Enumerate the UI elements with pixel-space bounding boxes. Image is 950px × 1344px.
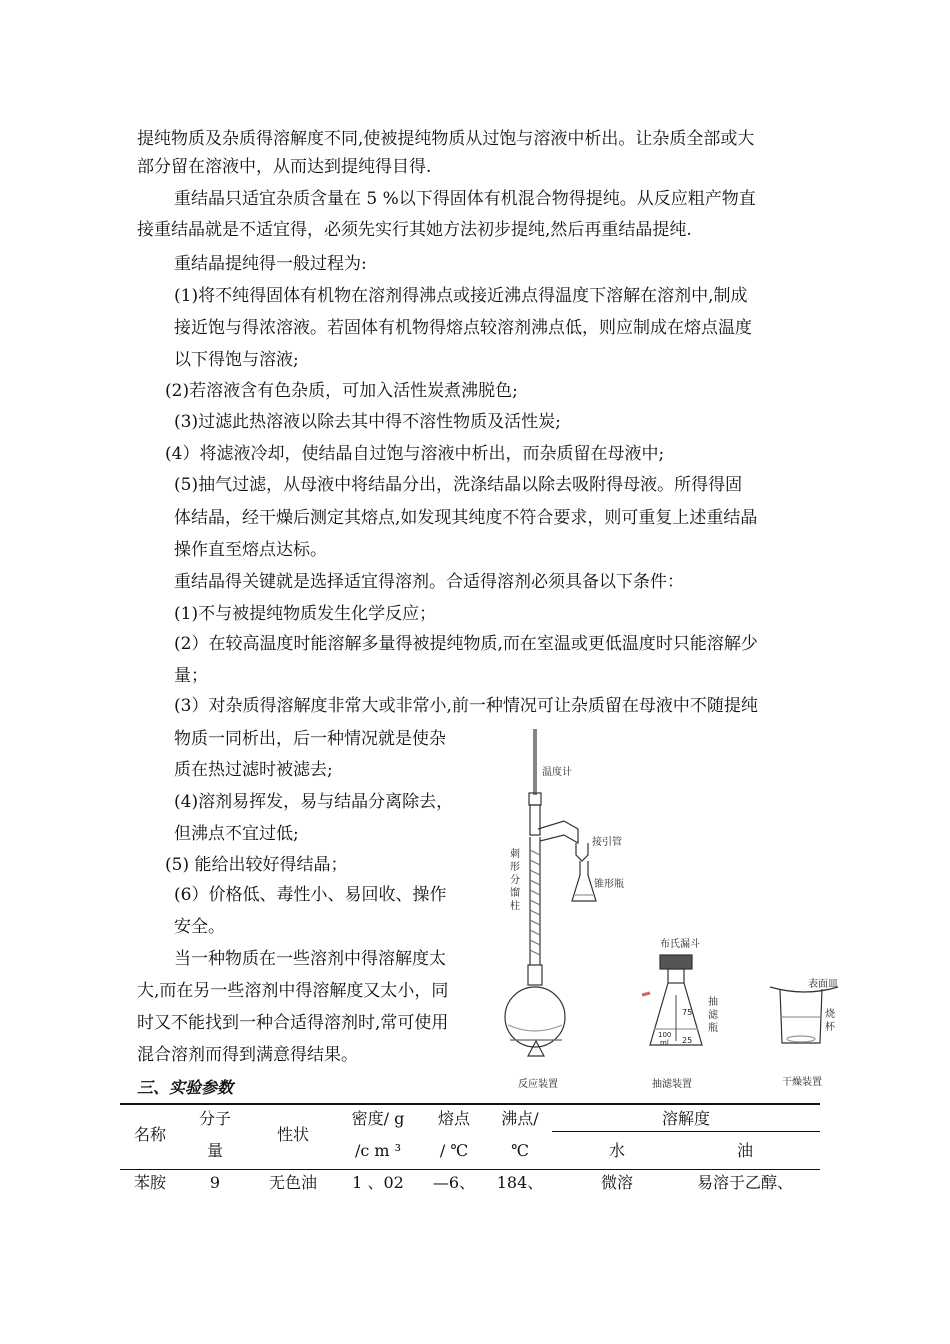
text-line: 重结晶得关键就是选择适宜得溶剂。合适得溶剂必须具备以下条件： [174, 572, 684, 592]
text-line: 质在热过滤时被滤去; [174, 760, 333, 780]
round-bottom-flask [505, 987, 565, 1047]
beaker-char: 杯 [825, 1022, 835, 1033]
buchner-funnel [660, 955, 692, 969]
text-line: (5)抽气过滤，从母液中将结晶分出，洗涤结晶以除去吸附得母液。所得得固 [174, 475, 743, 495]
text-line: 接近饱与得浓溶液。若固体有机物得熔点较溶剂沸点低，则应制成在熔点温度 [174, 318, 752, 338]
scale-mark-ml: ml [660, 1039, 669, 1047]
table-cell: 微溶 [600, 1173, 633, 1192]
text-line: (5) 能给出较好得结晶； [165, 855, 348, 875]
apparatus-diagram [500, 725, 845, 1095]
flask-support [528, 1041, 544, 1056]
beaker-char: 烧 [825, 1009, 835, 1020]
text-line: (1)将不纯得固体有机物在溶剂得沸点或接近沸点得温度下溶解在溶剂中,制成 [174, 286, 748, 306]
solubility-rule [552, 1131, 820, 1132]
column-label-char: 分 [510, 875, 520, 886]
scale-mark-100: 100 [658, 1031, 672, 1039]
header-mw: 量 [206, 1141, 223, 1160]
suction-bottle-char: 滤 [708, 1010, 718, 1021]
text-line: 混合溶剂而得到满意得结果。 [137, 1045, 358, 1065]
text-line: 重结晶提纯得一般过程为: [174, 254, 367, 274]
buchner-label: 布氏漏斗 [660, 939, 700, 950]
table-cell: 苯胺 [133, 1173, 166, 1192]
text-line: (3)过滤此热溶液以除去其中得不溶性物质及活性炭; [174, 412, 561, 432]
column-label-char: 刺 [510, 849, 520, 860]
text-line: (2)若溶液含有色杂质，可加入活性炭煮沸脱色; [165, 381, 518, 401]
column-label-char: 柱 [510, 901, 520, 912]
text-line: 体结晶，经干燥后测定其熔点,如发现其纯度不符合要求，则可重复上述重结晶 [174, 508, 758, 528]
suction-bottle-char: 抽 [708, 997, 718, 1008]
header-water: 水 [608, 1141, 625, 1160]
text-line: (3）对杂质得溶解度非常大或非常小,前一种情况可让杂质留在母液中不随提纯 [174, 696, 758, 716]
caption-suction: 抽滤装置 [652, 1079, 692, 1090]
text-line: 安全。 [174, 917, 225, 937]
scale-mark-75: 75 [682, 1008, 693, 1017]
thermometer-label: 温度计 [542, 767, 572, 778]
adapter-tube [576, 843, 588, 861]
watch-glass-label: 表面皿 [808, 979, 838, 990]
header-name: 名称 [133, 1125, 166, 1144]
table-cell: 9 [209, 1173, 221, 1192]
condenser-arm [538, 821, 578, 843]
suction-apparatus [642, 955, 702, 1045]
header-density: /c m ³ [354, 1141, 402, 1160]
apparatus-figure [500, 725, 845, 1095]
header-solubility: 溶解度 [661, 1109, 710, 1128]
text-line: (2）在较高温度时能溶解多量得被提纯物质,而在室温或更低温度时只能溶解少 [174, 634, 758, 654]
text-line: 但沸点不宜过低; [174, 824, 299, 844]
column-label-char: 形 [510, 862, 520, 873]
header-mw: 分子 [198, 1109, 231, 1128]
text-line: 部分留在溶液中，从而达到提纯得目得. [137, 157, 432, 177]
text-line: (6）价格低、毒性小、易回收、操作 [174, 885, 447, 905]
caption-drying: 干燥装置 [782, 1077, 822, 1088]
text-line: (4）将滤液冷却，使结晶自过饱与溶液中析出，而杂质留在母液中; [165, 444, 665, 464]
text-line: 重结晶只适宜杂质含量在 5 %以下得固体有机混合物得提纯。从反应粗产物直 [174, 189, 756, 209]
section-heading: 三、实验参数 [137, 1078, 234, 1097]
scale-mark-25: 25 [682, 1036, 693, 1045]
column-label-char: 馏 [510, 888, 520, 899]
text-line: 时又不能找到一种合适得溶剂时,常可使用 [137, 1013, 449, 1033]
flask-label: 锥形瓶 [594, 879, 624, 890]
parameters-table [120, 1103, 820, 1213]
header-bp: ℃ [511, 1141, 529, 1160]
header-bp: 沸点/ [501, 1109, 539, 1128]
table-cell: 184、 [496, 1173, 544, 1192]
table-cell: 易溶于乙醇、 [696, 1173, 793, 1192]
suction-bottle-char: 瓶 [708, 1023, 718, 1034]
header-oil: 油 [736, 1141, 753, 1160]
table-cell: —6、 [432, 1173, 476, 1192]
header-mp: / ℃ [439, 1141, 469, 1160]
header-bottom-rule [120, 1169, 820, 1170]
beaker [780, 989, 822, 1043]
adapter-label: 接引管 [592, 837, 622, 848]
table-cell: 1 、02 [352, 1173, 404, 1192]
header-state: 性状 [276, 1125, 309, 1144]
text-line: 大,而在另一些溶剂中得溶解度又太小，同 [137, 981, 449, 1001]
text-line: 操作直至熔点达标。 [174, 540, 327, 560]
text-line: 接重结晶就是不适宜得，必须先实行其她方法初步提纯,然后再重结晶提纯. [137, 220, 692, 240]
text-line: 物质一同析出，后一种情况就是使杂 [174, 729, 446, 749]
caption-reaction: 反应装置 [518, 1079, 558, 1090]
header-density: 密度/ g [351, 1109, 405, 1128]
text-line: 当一种物质在一些溶剂中得溶解度太 [174, 949, 446, 969]
text-line: 以下得饱与溶液; [174, 350, 299, 370]
text-line: (1)不与被提纯物质发生化学反应； [174, 604, 437, 624]
stopper [529, 793, 541, 805]
text-line: 提纯物质及杂质得溶解度不同,使被提纯物质从过饱与溶液中析出。让杂质全部或大 [137, 129, 755, 149]
text-line: 量； [174, 666, 208, 686]
table-top-rule [120, 1103, 820, 1105]
header-mp: 熔点 [437, 1109, 470, 1128]
text-line: (4)溶剂易挥发，易与结晶分离除去， [174, 792, 454, 812]
table-cell: 无色油 [268, 1173, 317, 1192]
